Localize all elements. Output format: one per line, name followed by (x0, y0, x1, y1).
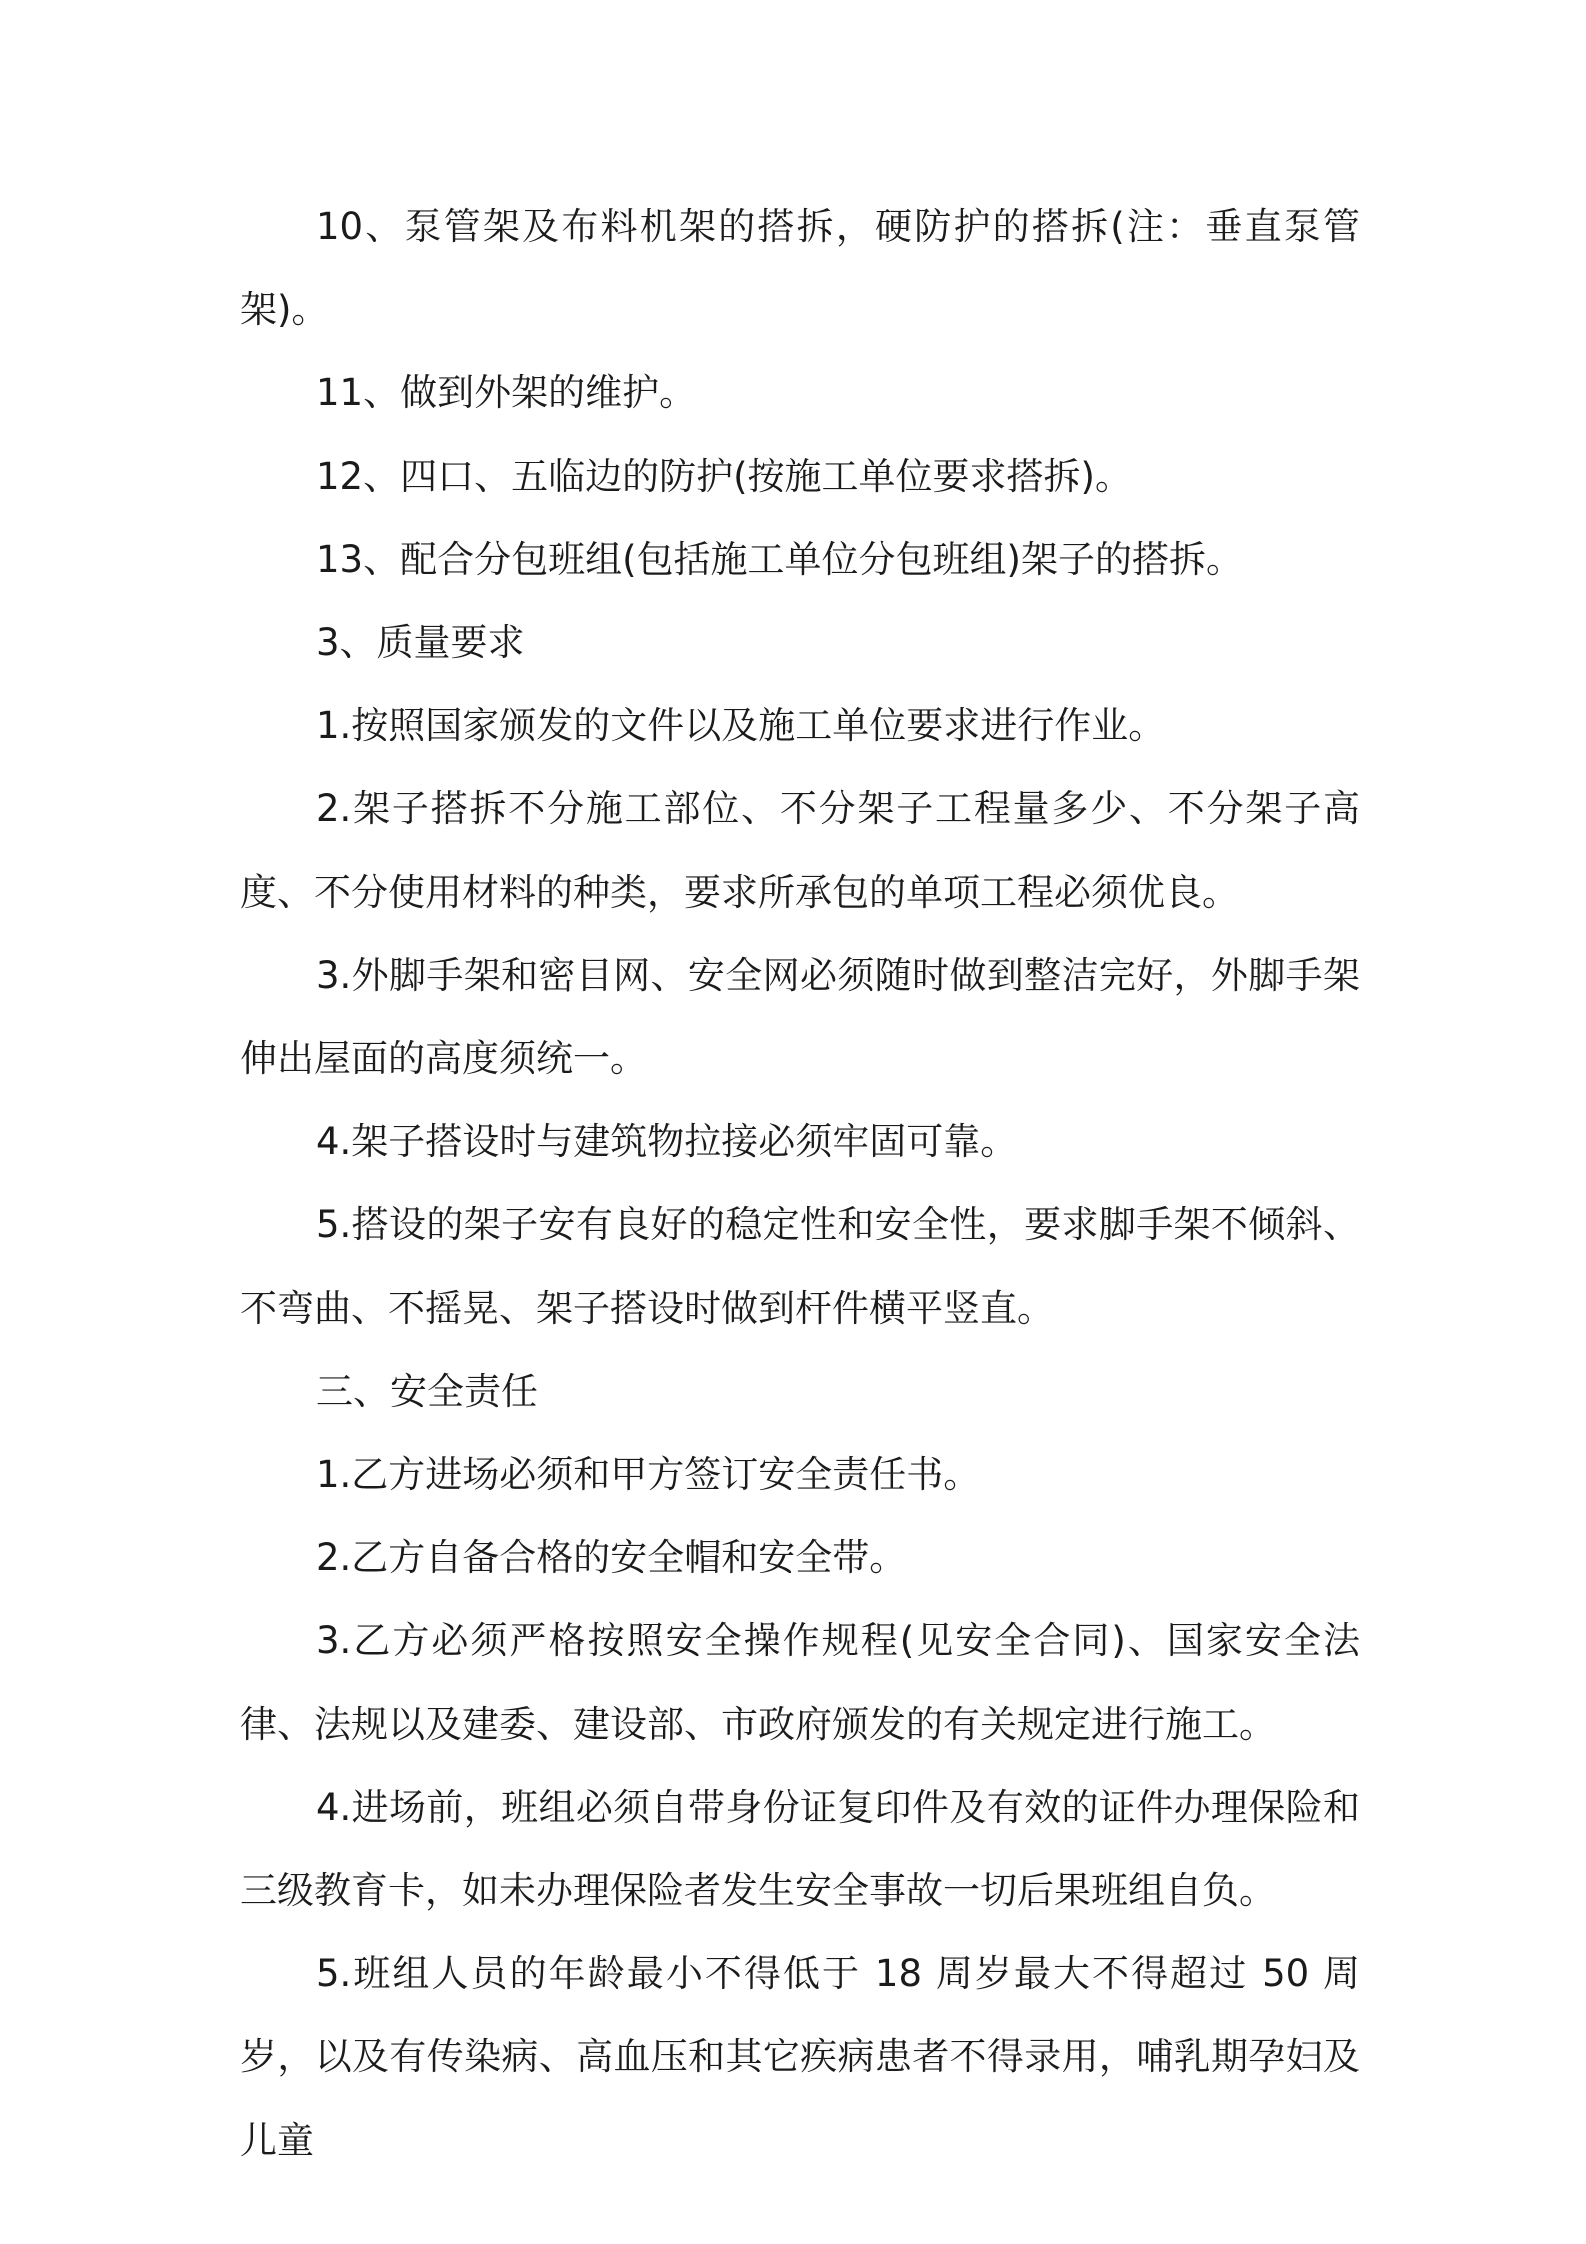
heading-safety-responsibility: 三、安全责任 (316, 1369, 538, 1413)
heading-quality-requirements: 3、质量要求 (316, 621, 525, 665)
paragraph-quality-2: 2.架子搭拆不分施工部位、不分架子工程量多少、不分架子高度、不分使用材料的种类，要求所承包的单项工程必须优良。 (240, 787, 1360, 914)
paragraph-scaffold-maintenance: 11、做到外架的维护。 (316, 371, 697, 415)
document-body (240, 185, 1360, 2182)
paragraph-subcontractor-coordination: 13、配合分包班组(包括施工单位分包班组)架子的搭拆。 (316, 537, 1243, 581)
paragraph-safety-3: 3.乙方必须严格按照安全操作规程(见安全合同)、国家安全法律、法规以及建委、建设部、市政府颁发的有关规定进行施工。 (240, 1619, 1360, 1746)
paragraph-safety-4: 4.进场前，班组必须自带身份证复印件及有效的证件办理保险和三级教育卡，如未办理保险者发生安全事故一切后果班组自负。 (240, 1785, 1360, 1913)
paragraph-quality-3: 3.外脚手架和密目网、安全网必须随时做到整洁完好，外脚手架伸出屋面的高度须统一。 (240, 953, 1360, 1081)
paragraph-edge-protection: 12、四口、五临边的防护(按施工单位要求搭拆)。 (316, 454, 1132, 498)
paragraph-pump-rack: 10、泵管架及布料机架的搭拆，硬防护的搭拆(注：垂直泵管架)。 (240, 205, 1360, 332)
paragraph-safety-1: 1.乙方进场必须和甲方签订安全责任书。 (316, 1453, 981, 1497)
paragraph-safety-5: 5.班组人员的年龄最小不得低于 18 周岁最大不得超过 50 周岁，以及有传染病、高血压和其它疾病患者不得录用，哺乳期孕妇及儿童 (240, 1952, 1360, 2162)
paragraph-quality-1: 1.按照国家颁发的文件以及施工单位要求进行作业。 (316, 704, 1166, 748)
paragraph-quality-5: 5.搭设的架子安有良好的稳定性和安全性，要求脚手架不倾斜、不弯曲、不摇晃、架子搭设时做到杆件横平竖直。 (240, 1203, 1360, 1330)
paragraph-safety-2: 2.乙方自备合格的安全帽和安全带。 (316, 1536, 907, 1580)
paragraph-quality-4: 4.架子搭设时与建筑物拉接必须牢固可靠。 (316, 1120, 1018, 1164)
